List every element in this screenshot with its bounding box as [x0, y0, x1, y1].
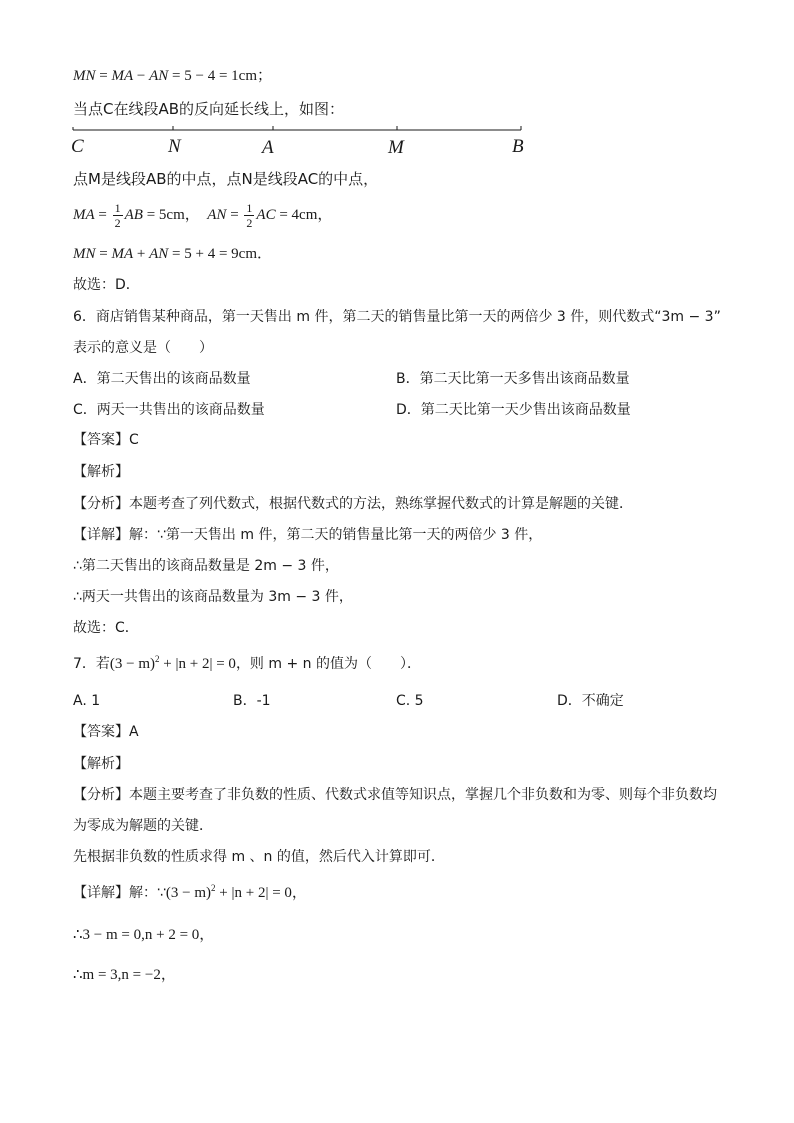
var-MA: MA — [111, 246, 134, 262]
eq-sign: = — [226, 207, 243, 223]
xiangjie-tag: 【详解】 — [73, 527, 129, 543]
q7-step1: ∴3 − m = 0,n + 2 = 0， — [73, 927, 215, 943]
q6-choice: 故选：C． — [73, 620, 139, 636]
var-MN: MN — [73, 68, 96, 84]
q5-choice: 故选：D． — [73, 277, 140, 293]
q6-stem-line2: 表示的意义是（ ） — [73, 340, 213, 356]
var-MA: MA — [73, 207, 95, 223]
var-AC: AC — [256, 207, 276, 223]
xiangjie-expr-base: (3 − m) — [165, 885, 212, 901]
eq3-result: = 5 + 4 = 9cm． — [168, 246, 272, 262]
eq-sign: = — [95, 68, 112, 84]
var-AN: AN — [149, 246, 169, 262]
q7-fenxi-line2: 为零成为解题的关键． — [73, 818, 213, 834]
fraction-half — [244, 201, 254, 230]
q6-option-a: A．第二天售出的该商品数量 — [73, 371, 251, 387]
frac-den: 2 — [114, 216, 121, 231]
q7-expr-base: (3 − m) — [109, 656, 156, 672]
minus-sign: − — [133, 68, 150, 84]
var-MN: MN — [73, 246, 96, 262]
q7-step2: ∴m = 3,n = −2， — [73, 967, 176, 983]
eq-sign: = — [94, 207, 111, 223]
q6-option-b: B．第二天比第一天多售出该商品数量 — [396, 371, 630, 387]
eq-sign: = — [95, 246, 112, 262]
q7-xiangjie — [73, 884, 307, 902]
q5-eq3 — [73, 245, 272, 263]
label-C: C — [71, 136, 84, 157]
q7-option-a: A. 1 — [73, 693, 101, 709]
q5-eq1 — [73, 67, 272, 85]
var-MA: MA — [111, 68, 134, 84]
xiangjie-expr — [166, 885, 307, 901]
label-B: B — [512, 136, 524, 157]
q6-option-c: C．两天一共售出的该商品数量 — [73, 402, 265, 418]
xiangjie-text: 解：∵第一天售出 m 件，第二天的销售量比第一天的两倍少 3 件， — [129, 527, 543, 543]
q6-fenxi — [73, 495, 633, 513]
q7-option-b: B．-1 — [233, 693, 271, 709]
q7-expr — [110, 656, 236, 672]
fenxi-text: 本题主要考查了非负数的性质、代数式求值等知识点，掌握几个非负数和为零、则每个非负数均 — [129, 787, 717, 803]
var-AN: AN — [207, 207, 227, 223]
q7-option-d: D．不确定 — [557, 693, 624, 709]
q6-option-d: D．第二天比第一天少售出该商品数量 — [396, 402, 631, 418]
q6-step2: ∴两天一共售出的该商品数量为 3m − 3 件， — [73, 589, 353, 605]
number-line-figure — [60, 120, 540, 160]
q6-xiangjie — [73, 526, 542, 544]
label-A: A — [262, 137, 274, 158]
q5-eq2 — [73, 199, 332, 235]
xiangjie-exponent: 2 — [211, 883, 216, 893]
var-AN: AN — [149, 68, 169, 84]
q6-step1: ∴第二天售出的该商品数量是 2m − 3 件， — [73, 558, 339, 574]
frac-num: 1 — [114, 201, 121, 216]
q7-stem-prefix: 7．若 — [73, 656, 110, 672]
plus-sign: + — [133, 246, 150, 262]
q5-midpoint-text: 点M是线段AB的中点，点N是线段AC的中点， — [73, 170, 379, 188]
q5-case-text: 当点C在线段AB的反向延长线上，如图： — [73, 100, 345, 118]
answer-tag: 【答案】 — [73, 432, 129, 448]
frac-num: 1 — [246, 201, 253, 216]
answer-value: A — [129, 724, 139, 740]
var-AB: AB — [124, 207, 143, 223]
q7-analysis-tag: 【解析】 — [73, 756, 129, 772]
q7-stem-suffix: ，则 m + n 的值为（ ）． — [235, 656, 421, 672]
q7-method: 先根据非负数的性质求得 m 、n 的值，然后代入计算即可． — [73, 849, 445, 865]
q7-answer — [73, 723, 139, 741]
q7-exponent: 2 — [155, 654, 160, 664]
q7-stem — [73, 655, 421, 673]
answer-value: C — [129, 432, 139, 448]
xiangjie-prefix: 解：∵ — [129, 885, 166, 901]
q7-option-c: C. 5 — [396, 693, 424, 709]
fenxi-tag: 【分析】 — [73, 496, 129, 512]
eq2-result2: = 4cm， — [275, 207, 333, 223]
q6-stem-line1: 6．商店销售某种商品，第一天售出 m 件，第二天的销售量比第一天的两倍少 3 件，则代数式“3m − 3” — [73, 309, 721, 325]
q6-answer — [73, 431, 139, 449]
fraction-half — [113, 201, 123, 230]
q7-fenxi-line1 — [73, 786, 717, 804]
q7-expr-rest: + |n + 2| = 0 — [159, 656, 236, 672]
label-N: N — [168, 136, 181, 157]
eq1-result: = 5 − 4 = 1cm； — [168, 68, 272, 84]
label-M: M — [388, 137, 404, 158]
fenxi-tag: 【分析】 — [73, 787, 129, 803]
fenxi-text: 本题考查了列代数式，根据代数式的方法，熟练掌握代数式的计算是解题的关键． — [129, 496, 633, 512]
q6-analysis-tag: 【解析】 — [73, 464, 129, 480]
eq2-result1: = 5cm， — [142, 207, 200, 223]
xiangjie-tag: 【详解】 — [73, 885, 129, 901]
xiangjie-expr-rest: + |n + 2| = 0， — [215, 885, 307, 901]
frac-den: 2 — [246, 216, 253, 231]
answer-tag: 【答案】 — [73, 724, 129, 740]
